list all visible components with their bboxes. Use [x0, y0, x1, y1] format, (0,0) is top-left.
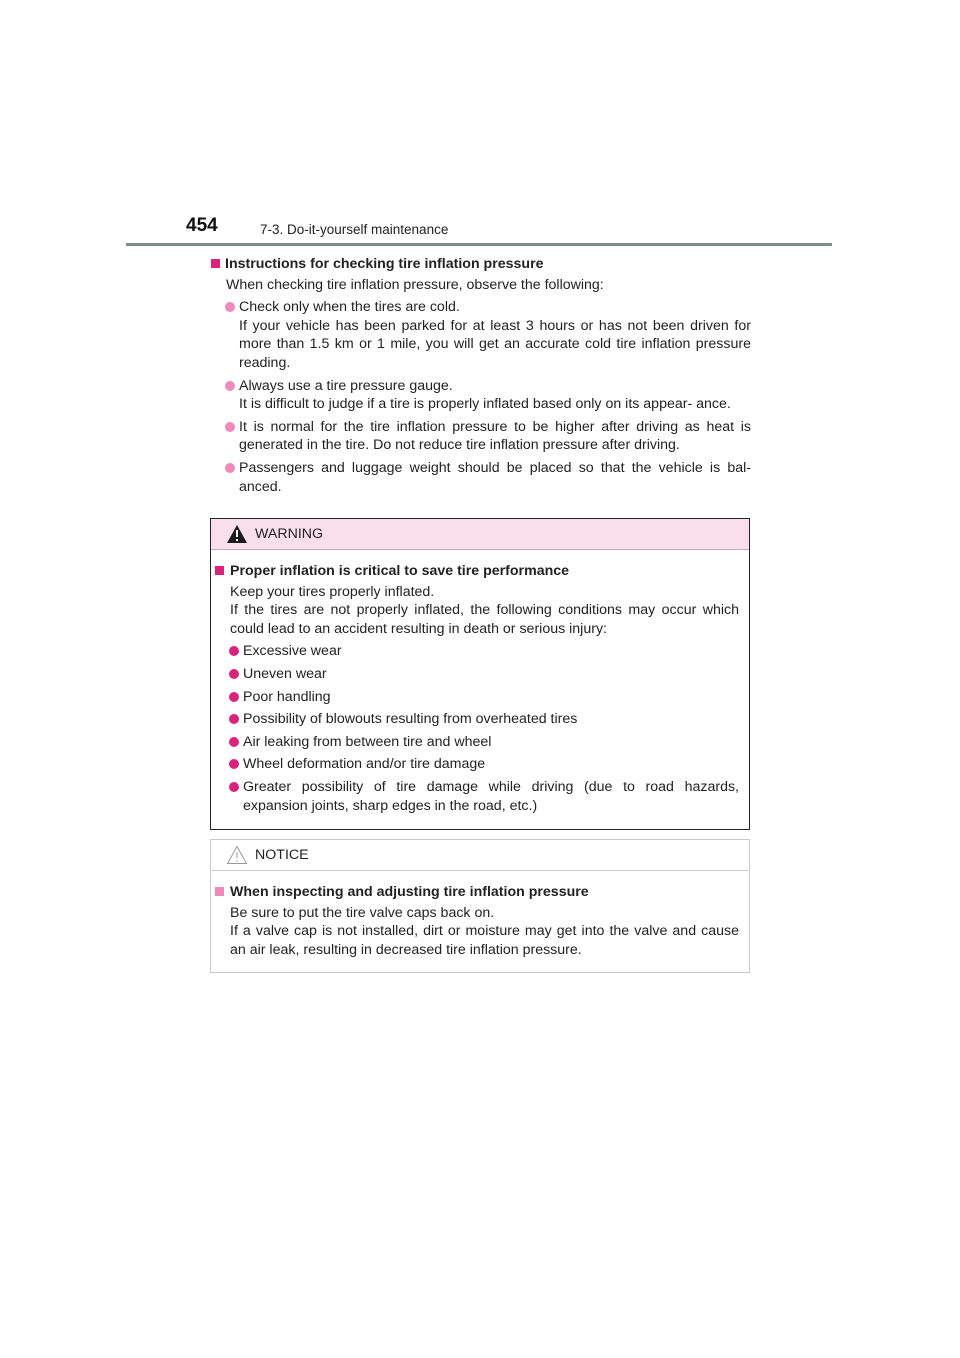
list-item-title: It is normal for the tire inflation pressure to be higher after driving as heat is generated in the tire. Do not reduce tire inflation pressure after driving. — [239, 418, 751, 454]
warning-box — [210, 518, 750, 830]
list-item — [211, 418, 751, 455]
warning-header — [211, 519, 749, 550]
list-item — [215, 710, 739, 729]
page-number: 454 — [186, 215, 218, 236]
caution-triangle-icon — [226, 845, 248, 865]
list-item-detail: If your vehicle has been parked for at least 3 hours or has not been driven for more than 1.5 km or 1 mile, you will get an accurate cold tire inflation pressure reading. — [239, 317, 751, 371]
list-item — [211, 298, 751, 372]
list-item — [215, 688, 739, 707]
list-item-text: Poor handling — [243, 688, 331, 705]
list-item-text: Possibility of blowouts resulting from overheated tires — [243, 711, 578, 728]
bullet-dot-icon — [229, 692, 239, 702]
list-item-title: Check only when the tires are cold. — [239, 299, 460, 316]
list-item — [215, 642, 739, 661]
notice-heading-text: When inspecting and adjusting tire inflation pressure — [230, 884, 589, 900]
list-item — [215, 755, 739, 774]
bullet-dot-icon — [225, 463, 235, 473]
warning-heading-text: Proper inflation is critical to save tire performance — [230, 563, 570, 579]
notice-intro-line: If a valve cap is not installed, dirt or moisture may get into the valve and cause an air leak, resulting in decreased tire inflation pressure. — [230, 923, 739, 958]
list-item-text: Wheel deformation and/or tire damage — [243, 756, 486, 773]
square-bullet-icon — [215, 566, 224, 575]
warning-triangle-icon — [226, 524, 248, 544]
section-heading — [211, 255, 751, 274]
list-item-text: Uneven wear — [243, 665, 327, 682]
notice-body — [211, 871, 749, 959]
list-item-title: Always use a tire pressure gauge. — [239, 377, 453, 394]
list-item — [211, 459, 751, 496]
notice-heading — [215, 883, 739, 902]
notice-intro-line: Be sure to put the tire valve caps back on. — [230, 904, 495, 921]
list-item-detail: It is difficult to judge if a tire is properly inflated based only on its appear- ance. — [239, 396, 731, 413]
list-item — [215, 778, 739, 815]
bullet-dot-icon — [229, 714, 239, 724]
list-item — [211, 377, 751, 414]
list-item-text: Greater possibility of tire damage while driving (due to road hazards, expansion joints, sharp edges in the road, etc.) — [243, 778, 739, 814]
main-content — [211, 255, 751, 496]
notice-box — [210, 839, 750, 973]
warning-intro-line: If the tires are not properly inflated, the following conditions may occur which could lead to an accident resulting in death or serious injury: — [230, 602, 739, 637]
list-item-title: Passengers and luggage weight should be placed so that the vehicle is bal- anced. — [239, 459, 751, 495]
section-title: 7-3. Do-it-yourself maintenance — [260, 222, 449, 237]
bullet-dot-icon — [229, 646, 239, 656]
bullet-dot-icon — [229, 759, 239, 769]
bullet-dot-icon — [229, 669, 239, 679]
bullet-dot-icon — [229, 782, 239, 792]
warning-body — [211, 550, 749, 815]
bullet-dot-icon — [225, 422, 235, 432]
bullet-dot-icon — [225, 381, 235, 391]
list-item-text: Excessive wear — [243, 643, 342, 660]
warning-title: WARNING — [255, 526, 324, 542]
notice-title: NOTICE — [255, 847, 309, 863]
warning-intro — [215, 583, 739, 639]
section-intro: When checking tire inflation pressure, observe the following: — [226, 276, 604, 293]
bullet-dot-icon — [225, 302, 235, 312]
warning-intro-line: Keep your tires properly inflated. — [230, 583, 435, 600]
notice-header — [211, 840, 749, 871]
list-item — [215, 665, 739, 684]
list-item — [215, 733, 739, 752]
list-item-text: Air leaking from between tire and wheel — [243, 733, 492, 750]
header-rule — [126, 243, 832, 246]
warning-heading — [215, 562, 739, 581]
bullet-dot-icon — [229, 737, 239, 747]
notice-intro — [215, 904, 739, 960]
square-bullet-icon — [215, 887, 224, 896]
square-bullet-icon — [211, 259, 220, 268]
section-heading-text: Instructions for checking tire inflation pressure — [225, 256, 544, 272]
